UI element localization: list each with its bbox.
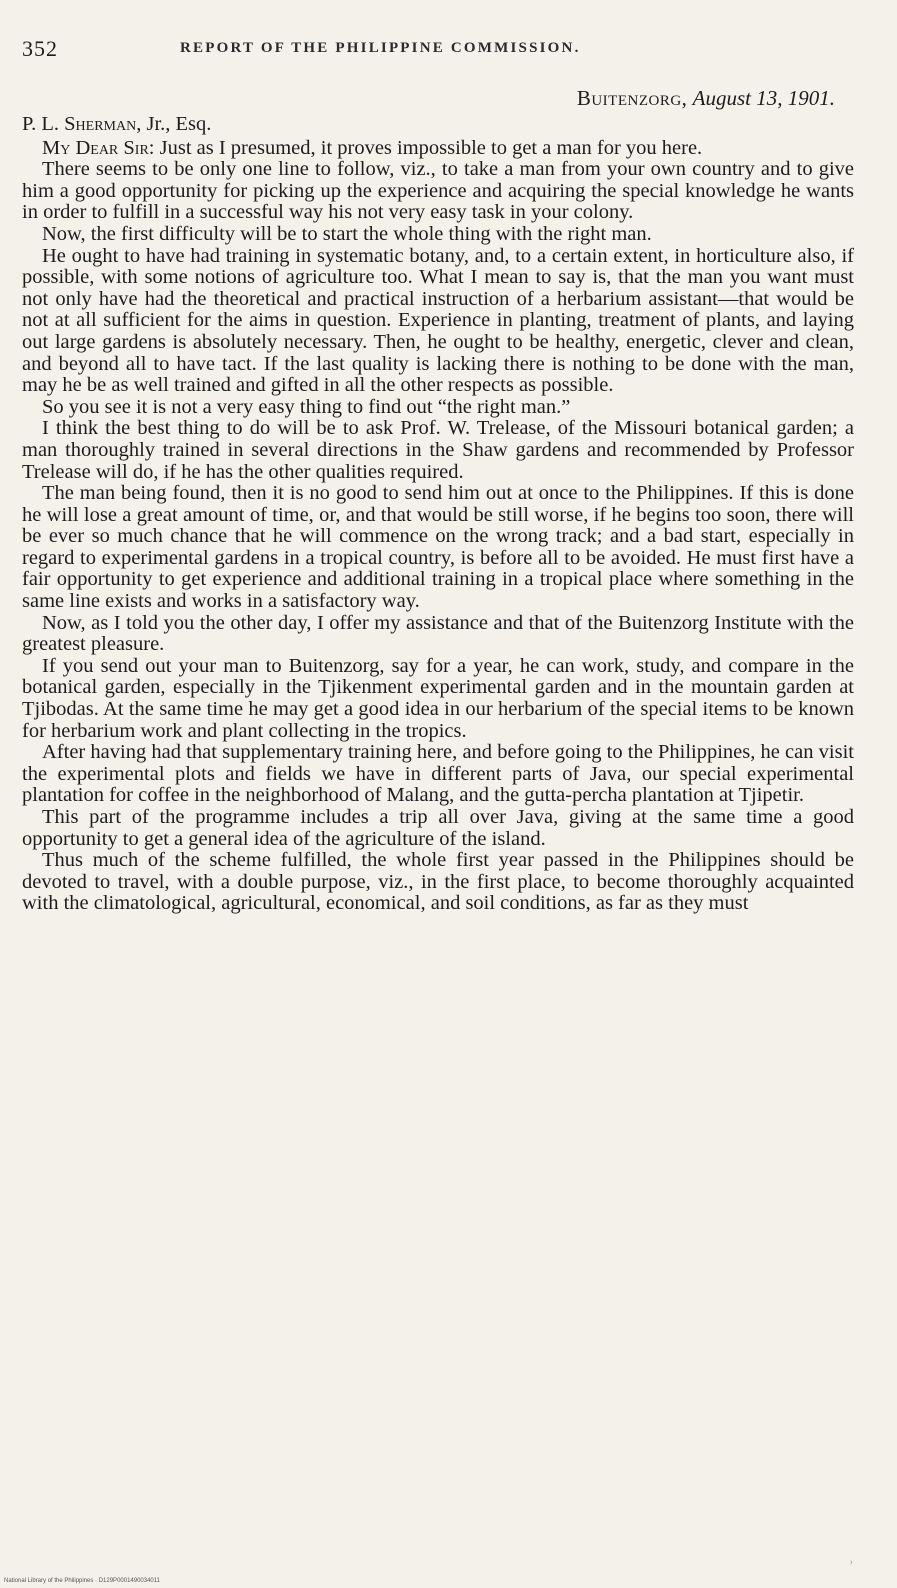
paragraph: Now, as I told you the other day, I offer my assistance and that of the Buitenzorg Institute with the greatest pleasure. [22, 611, 854, 656]
paragraph: So you see it is not a very easy thing to find out “the right man.” [42, 395, 571, 418]
addressee [22, 114, 854, 136]
paragraph: I think the best thing to do will be to ask Prof. W. Trelease, of the Missouri botanical garden; a man thoroughly trained in several directions in the Shaw gardens and recommended by Professor Trelease will do, if he has the other qualities required. [22, 417, 854, 483]
library-credit: National Library of the Philippines · D129P0001490034011 [4, 1578, 160, 1584]
page-header [22, 36, 840, 62]
paragraph: After having had that supplementary training here, and before going to the Philippines, he can visit the experimental plots and fields we have in different parts of Java, our special experimental plantation for coffee in the neighborhood of Malang, and the gutta-percha plantation at Tjipetir. [22, 741, 854, 807]
greeting: My Dear Sir [42, 136, 149, 159]
paragraph: This part of the programme includes a trip all over Java, giving at the same time a good opportunity to get a general idea of the agriculture of the island. [22, 806, 854, 850]
running-title: REPORT OF THE PHILIPPINE COMMISSION. [180, 40, 581, 56]
dateline-date: August 13, 1901. [692, 86, 835, 110]
paragraph: The man being found, then it is no good to send him out at once to the Philippines. If this is done he will lose a great amount of time, or, and that would be still worse, if he begins too soon, there will be ever so much chance that he will commence on the wrong track; and a bad start, especially in regard to experimental gardens in a tropical country, is before all to be avoided. He must first have a fair opportunity to get experience and additional training in a tropical place where something in the same line exists and works in a satisfactory way. [22, 482, 854, 613]
paragraph: There seems to be only one line to follow, viz., to take a man from your own country and to give him a good opportunity for picking up the experience and acquiring the special knowledge he wants in order to fulfill in a successful way his not very easy task in your colony. [22, 158, 854, 224]
paragraph-greeting [22, 138, 854, 160]
letter-body [22, 114, 854, 915]
dateline-place: Buitenzorg, [576, 86, 688, 110]
scan-mark: › [849, 1557, 853, 1568]
paragraph: Now, the first difficulty will be to start the whole thing with the right man. [42, 222, 652, 245]
paragraph: He ought to have had training in systematic botany, and, to a certain extent, in horticulture also, if possible, with some notions of agriculture too. What I mean to say is, that the man you want must not only have had the theoretical and practical instruction of a herbarium assistant—that would be not at all sufficient for the aims in question. Experience in planting, treatment of plants, and laying out large gardens is absolutely necessary. Then, he ought to be healthy, energetic, clever and clean, and beyond all to have tact. If the last quality is lacking there is nothing to be done with the man, may he be as well trained and gifted in all the other respects as possible. [22, 244, 854, 397]
paragraph: Thus much of the scheme fulfilled, the whole first year passed in the Philippines should be devoted to travel, with a double purpose, viz., in the first place, to become thoroughly acquainted with the climatological, agricultural, economical, and soil conditions, as far as they must [22, 849, 854, 915]
dateline [577, 86, 835, 111]
addressee-name: P. L. Sherman [22, 113, 137, 135]
page-number: 352 [22, 36, 58, 61]
addressee-suffix: , Jr., Esq. [136, 113, 212, 135]
paragraph: If you send out your man to Buitenzorg, say for a year, he can work, study, and compare in the botanical garden, especially in the Tjikenment experimental garden and in the mountain garden at Tjibodas. At the same time he may get a good idea in our herbarium of the special items to be known for herbarium work and plant collecting in the tropics. [22, 654, 854, 742]
greeting-rest: : Just as I presumed, it proves impossible to get a man for you here. [148, 136, 703, 159]
